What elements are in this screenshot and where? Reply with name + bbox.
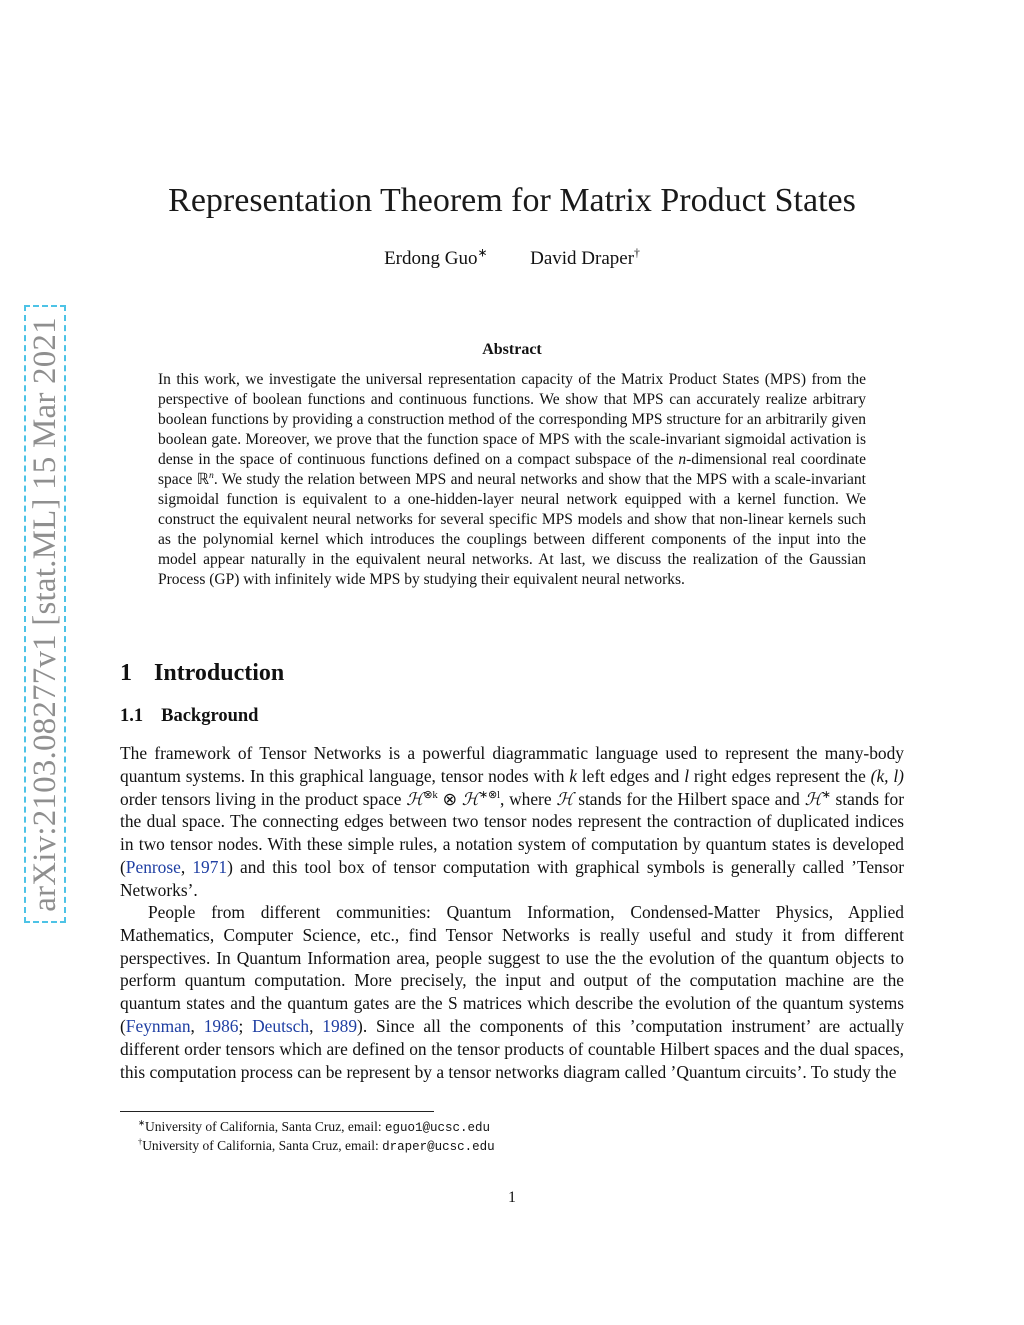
abstract-heading: Abstract [482, 341, 542, 358]
footnote-email: draper@ucsc.edu [382, 1140, 495, 1154]
citation-link[interactable] [126, 1016, 191, 1036]
abstract-part: . We study the relation between MPS and neural networks and show that the MPS with a scale-invariant sigmoidal function is equivalent to a one-hidden-layer neural network equipped with a kernel function. We construct the equivalent neural networks for several specific MPS models and show that non-linear kernels such as the polynomial kernel which introduces the couplings between different components of the input into the model appear naturally in the equivalent neural networks. At last, we discuss the realization of the Gaussian Process (GP) with infinitely wide MPS by studying their equivalent neural networks. [158, 471, 866, 588]
citation-link[interactable] [126, 857, 181, 877]
text-run: right edges represent the [689, 765, 871, 786]
text-run: , [190, 1015, 204, 1036]
abstract-part: In this work, we investigate the universal representation capacity of the Matrix Product States (MPS) from the perspective of boolean functions and continuous functions. We show that MPS can accurately realize arbitrary boolean functions by providing a construction method of the corresponding MPS structure for an arbitrarily given boolean gate. Moreover, we prove that the function space of MPS with the scale-invariant sigmoidal activation is dense in the space of continuous functions defined on a compact subspace of the [158, 371, 866, 468]
author [384, 248, 487, 270]
citation-link[interactable] [322, 1016, 357, 1036]
text-run: People from different communities: Quantum Information, Condensed-Matter Physics, Applied Mathematics, Computer Science, etc., find Tensor Networks is really useful and study it from different perspectives. In Quantum Information area, people suggest to use the the evolution of the quantum objects to perform quantum computation. More precisely, the input and output of the computation machine are the quantum states and the quantum gates are the S matrices which describe the evolution of the quantum systems ( [120, 902, 904, 1036]
author-name: David Draper [530, 248, 635, 269]
math-hilbert: ℋ [406, 788, 424, 809]
text-run: ) and this tool box of tensor computation with graphical symbols is generally called ’Tensor Networks’. [120, 856, 905, 900]
author-footnote-mark: † [634, 246, 640, 260]
citation-author: Penrose [125, 856, 181, 877]
text-run: stands for the dual space. The connecting edges between two tensor nodes represent the contraction of duplicated indices in two tensor nodes. With these simple rules, a notation system of computation by quantum states is developed ( [120, 788, 904, 877]
section-heading [120, 660, 284, 687]
abstract-part: -dimensional real coordinate space [158, 451, 866, 488]
subsection-number: 1.1 [120, 706, 144, 726]
math-var: l [684, 765, 690, 786]
text-run: , [309, 1015, 323, 1036]
math-var: n [678, 451, 687, 468]
math-var: k [569, 765, 577, 786]
footnote-rule [120, 1111, 434, 1112]
citation-link[interactable] [204, 1016, 239, 1036]
footnote-mark: † [138, 1137, 143, 1147]
citation-author: Feynman [125, 1015, 191, 1036]
math-op: ⊗ [437, 788, 462, 809]
subsection-heading [120, 706, 258, 727]
arxiv-identifier: arXiv:2103.08277v1 [stat.ML] 15 Mar 2021 [26, 316, 63, 912]
math-hilbert: ℋ [804, 788, 822, 809]
math-hilbert: ℋ [556, 788, 574, 809]
citation-link[interactable] [252, 1016, 309, 1036]
math-hilbert: ℋ [461, 788, 479, 809]
paper-title: Representation Theorem for Matrix Product States [168, 182, 856, 219]
footnote [138, 1137, 495, 1156]
text-run: ). Since all the components of this ’computation instrument’ are actually different order tensors which are defined on the tensor products of countable Hilbert spaces and the dual spaces, this computation process can be represent by a tensor networks diagram called ’Quantum circuits’. To study the [120, 1015, 904, 1082]
math-exp: ∗⊗l [478, 788, 500, 801]
paragraph-1 [120, 742, 904, 902]
footnote-mark: ∗ [138, 1118, 146, 1128]
section-number: 1 [120, 660, 132, 686]
citation-year: 1986 [203, 1015, 239, 1036]
subsection-title: Background [161, 706, 259, 726]
page-number: 1 [508, 1189, 516, 1206]
arxiv-identifier-box [24, 305, 66, 923]
citation-year: 1971 [192, 856, 228, 877]
author-name: Erdong Guo [384, 248, 478, 269]
text-run: The framework of Tensor Networks is a powerful diagrammatic language used to represent the many-body quantum systems. In this graphical language, tensor nodes with [120, 743, 904, 786]
math-exp: ⊗k [423, 788, 438, 801]
math-var: (k, l) [870, 765, 904, 786]
abstract-text [158, 370, 866, 590]
citation-link[interactable] [192, 857, 227, 877]
footnote-text: University of California, Santa Cruz, email: [145, 1119, 385, 1134]
text-run: , where [500, 788, 557, 809]
section-title: Introduction [154, 660, 285, 686]
text-run: stands for the Hilbert space and [573, 788, 805, 809]
text-run: , [180, 856, 193, 877]
citation-year: 1989 [322, 1015, 358, 1036]
footnote-text: University of California, Santa Cruz, email: [142, 1138, 383, 1153]
text-run: order tensors living in the product space [120, 788, 407, 809]
footnote-email: eguo1@ucsc.edu [384, 1121, 490, 1135]
citation-author: Deutsch [252, 1015, 310, 1036]
footnote [138, 1118, 490, 1137]
math-reals: ℝ [196, 471, 210, 488]
math-exp: n [209, 469, 214, 481]
text-run: left edges and [576, 765, 685, 786]
text-run: ; [238, 1015, 253, 1036]
author [530, 248, 640, 270]
paragraph-2 [120, 901, 904, 1083]
author-list [0, 248, 1024, 270]
math-exp: ∗ [821, 788, 831, 801]
author-footnote-mark: ∗ [477, 246, 488, 260]
